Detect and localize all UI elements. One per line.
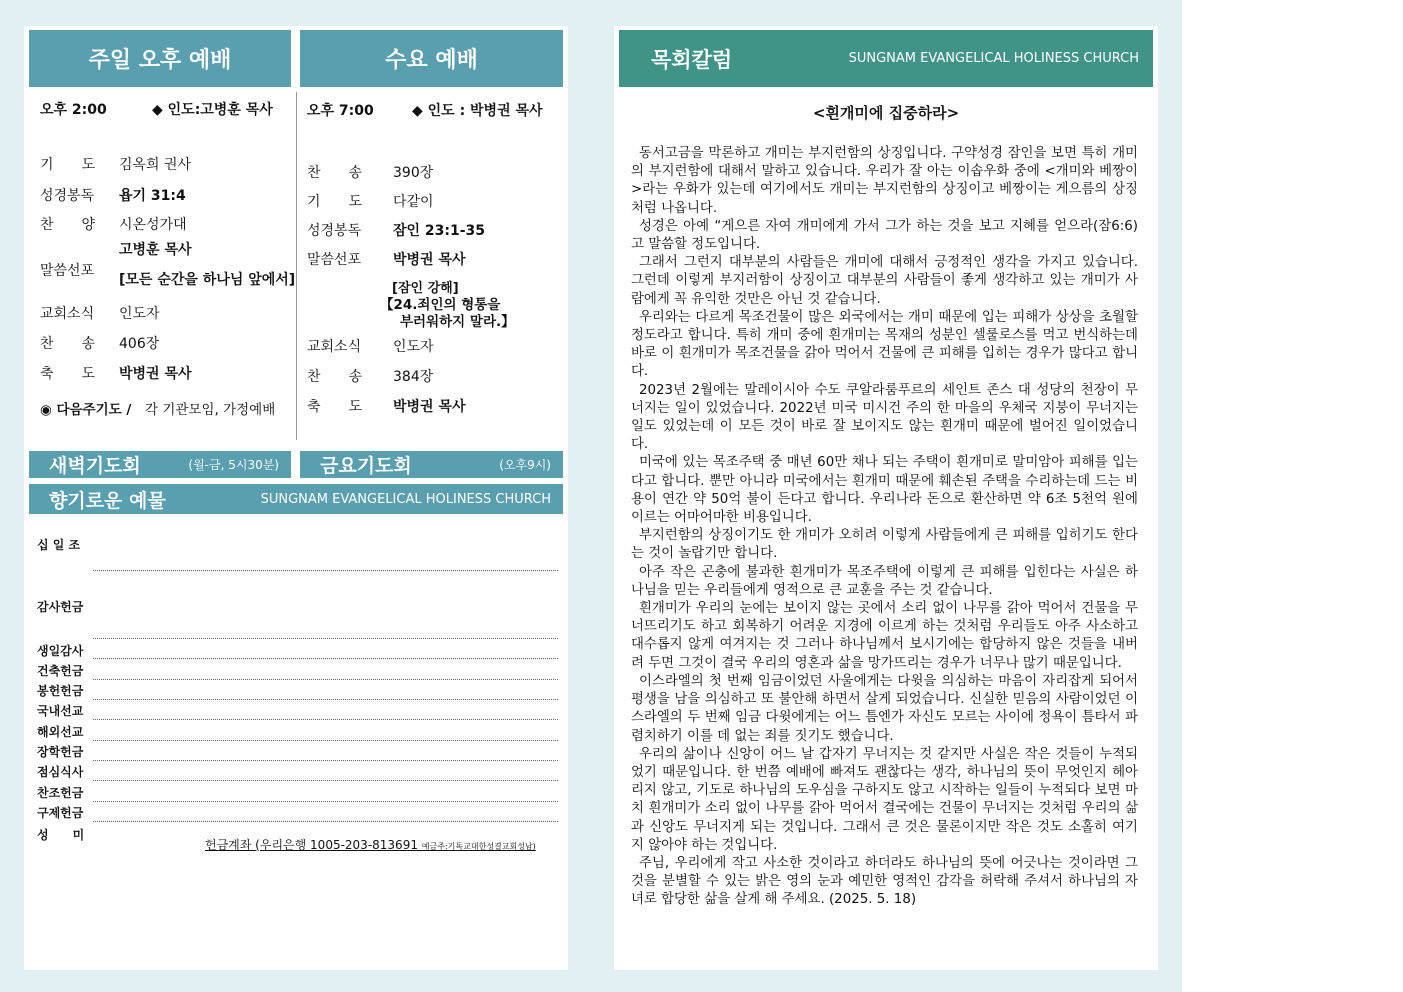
- column-header-bar: [619, 30, 1153, 87]
- sunday-value-reading: 욥기 31:4: [119, 188, 186, 204]
- sunday-label-benediction: 축 도: [40, 366, 96, 382]
- sunday-afternoon-header: 주일 오후 예배: [29, 30, 291, 87]
- sunday-label-praise: 찬 양: [40, 217, 96, 233]
- offering-line: [93, 638, 558, 639]
- sunday-value-benediction: 박병권 목사: [119, 366, 192, 382]
- offering-line: [93, 719, 558, 720]
- dawn-prayer-schedule: (월-금, 5시30분): [188, 458, 279, 472]
- column-paragraph: 우리의 삶이나 신앙이 어느 날 갑자기 무너지는 것 같지만 사실은 작은 것들이 누적되었기 때문입니다. 한 번쯤 예배에 빠져도 괜찮다는 생각, 하나님의 뜻이 무엇인지 헤아리지 않고, 기도로 하나님의 도우심을 구하지도 않고 시작하는 일들이 누적되다 보면 마치 흰개미가 소리 없이 나무를 갉아 먹어서 결국에는 건물이 무너지는 것처럼 우리의 삶과 신앙도 무너지게 되는 것입니다. 그래서 큰 것은 물론이지만 작은 것도 소홀히 여기지 않아야 하는 것입니다.: [631, 746, 1138, 853]
- offering-line: [93, 760, 558, 761]
- column-paragraph: 동서고금을 막론하고 개미는 부지런함의 상징입니다. 구약성경 잠인을 보면 특히 개미의 부지런함에 대해서 말하고 있습니다. 우리가 잘 아는 이솝우화 중에 <개미와 베짱이>라는 우화가 있는데 여기에서도 개미는 부지런함의 상징이고 베짱이는 게으름의 상징처럼 나옵니다.: [631, 146, 1138, 216]
- next-week-prayer-text: 각 기관모임, 가정예배: [145, 402, 276, 418]
- offering-title: 향기로운 예물: [49, 489, 166, 512]
- offering-birthday: 생일감사: [37, 644, 84, 658]
- dawn-prayer-title: 새벽기도회: [49, 455, 141, 477]
- column-paragraph: 미국에 있는 목조주택 중 매년 60만 채나 되는 주택이 흰개미로 말미암아 피해를 입는다고 합니다. 뿐만 아니라 미국에서는 흰개미 때문에 훼손된 주택을 수리하는데 드는 비용이 연간 약 50억 불이 든다고 합니다. 우리나라 돈으로 환산하면 약 6조 5천억 원에 이르는 어마어마한 비용입니다.: [631, 455, 1138, 526]
- wednesday-value-hymn1: 390장: [393, 165, 434, 181]
- wednesday-label-news: 교회소식: [307, 339, 362, 355]
- wednesday-sermon-series: [잠인 강해]: [392, 281, 459, 296]
- sunday-label-reading: 성경봉독: [40, 188, 95, 204]
- wednesday-value-hymn2: 384장: [393, 369, 434, 385]
- offering-building: 건축헌금: [37, 664, 84, 678]
- wednesday-leader: ◆ 인도 : 박병권 목사: [412, 103, 543, 119]
- wednesday-time: 오후 7:00: [307, 103, 374, 119]
- sunday-time: 오후 2:00: [40, 102, 107, 118]
- sunday-label-hymn: 찬 송: [40, 336, 96, 352]
- offering-dedication: 봉헌헌금: [37, 684, 84, 698]
- offering-line: [93, 780, 558, 781]
- column-paragraph: 아주 작은 곤충에 불과한 흰개미가 목조주택에 이렇게 큰 피해를 입힌다는 사실은 하나님을 믿는 우리들에게 영적으로 큰 교훈을 주는 것 같습니다.: [631, 564, 1138, 598]
- column-paragraph: 부지런함의 상징이기도 한 개미가 오히려 이렇게 사람들에게 큰 피해를 입히기도 한다는 것이 놀랍기만 합니다.: [631, 528, 1138, 562]
- wednesday-label-sermon: 말씀선포: [307, 252, 362, 268]
- sunday-value-praise: 시온성가대: [119, 217, 187, 233]
- column-paragraph: 성경은 아예 “게으른 자여 개미에게 가서 그가 하는 것을 보고 지혜를 얻으라(잠6:6)고 말씀할 정도입니다.: [631, 218, 1138, 253]
- sunday-value-prayer: 김옥희 권사: [119, 157, 192, 173]
- offering-account-number: 헌금계좌 (우리은행 1005-203-813691: [205, 838, 418, 852]
- offering-support: 찬조헌금: [37, 786, 84, 800]
- wednesday-label-hymn1: 찬 송: [307, 165, 363, 181]
- wednesday-value-prayer: 다같이: [393, 194, 434, 210]
- wednesday-sermon-title-line1: 【24.죄인의 형통을: [380, 297, 501, 313]
- offering-line: [93, 699, 558, 700]
- sunday-leader: ◆ 인도:고병훈 목사: [152, 102, 273, 118]
- offering-rice: 성 미: [37, 828, 85, 842]
- column-paragraph: 2023년 2월에는 말레이시아 수도 쿠알라룸푸르의 세인트 존스 대 성당의 천장이 무너지는 일이 있었습니다. 2022년 미국 미시건 주의 한 마을의 우체국 지붕이 무너지는 일도 있었는데 이 모든 것이 바로 잘 보이지도 않는 흰개미 때문에 벌어진 일이었습니다.: [631, 382, 1138, 453]
- column-church-name: SUNGNAM EVANGELICAL HOLINESS CHURCH: [848, 51, 1139, 66]
- offering-thanks: 감사헌금: [37, 600, 84, 614]
- column-paragraph: 주님, 우리에게 작고 사소한 것이라고 하더라도 하나님의 뜻에 어긋나는 것이라면 그것을 분별할 수 있는 밝은 영의 눈과 예민한 영적인 감각을 허락해 주셔서 하나님의 자녀로 합당한 삶을 살게 해 주세요. (2025. 5. 18): [631, 855, 1138, 908]
- wednesday-header: 수요 예배: [300, 30, 563, 87]
- offering-domestic-mission: 국내선교: [37, 704, 84, 718]
- sunday-value-news: 인도자: [119, 306, 160, 322]
- offering-line: [93, 821, 558, 822]
- friday-prayer-schedule: (오후9시): [499, 458, 551, 472]
- sunday-label-news: 교회소식: [40, 306, 95, 322]
- dawn-prayer-bar: [29, 451, 291, 478]
- wednesday-value-reading: 잠인 23:1-35: [393, 223, 486, 239]
- offering-scholarship: 장학헌금: [37, 745, 84, 759]
- wednesday-label-hymn2: 찬 송: [307, 369, 363, 385]
- wednesday-value-news: 인도자: [393, 339, 434, 355]
- offering-line: [93, 679, 558, 680]
- offering-line: [93, 801, 558, 802]
- offering-lunch: 점심식사: [37, 765, 84, 779]
- offering-church-name: SUNGNAM EVANGELICAL HOLINESS CHURCH: [260, 491, 551, 507]
- sunday-label-sermon: 말씀선포: [40, 263, 95, 279]
- wednesday-label-reading: 성경봉독: [307, 223, 362, 239]
- offering-line: [93, 570, 558, 571]
- sunday-value-preacher: 고병훈 목사: [119, 242, 192, 258]
- friday-prayer-bar: [300, 451, 563, 478]
- column-paragraph: 흰개미가 우리의 눈에는 보이지 않는 곳에서 소리 없이 나무를 갉아 먹어서 건물을 무너뜨리기도 하고 회복하기 어려운 지경에 이르게 하는 것처럼 우리들도 아주 사소하고 대수롭지 않게 여겨지는 것 그러나 하나님께서 보시기에는 합당하지 않은 것들을 내버려 두면 그것이 결국 우리의 영혼과 삶을 망가뜨리는 경우가 너무나 많기 때문입니다.: [631, 601, 1138, 671]
- next-week-prayer-label: ◉ 다음주기도 /: [40, 402, 132, 418]
- sunday-value-hymn: 406장: [119, 336, 160, 352]
- offering-overseas-mission: 해외선교: [37, 725, 84, 739]
- offering-tithe: 십 일 조: [37, 538, 81, 552]
- offering-line: [93, 658, 558, 659]
- column-title: <흰개미에 집중하라>: [812, 104, 960, 122]
- wednesday-value-preacher: 박병권 목사: [393, 252, 466, 268]
- friday-prayer-title: 금요기도회: [320, 455, 412, 477]
- offering-account-holder: 예금주:기독교대한성결교회성남): [421, 842, 536, 851]
- column-header-title: 목회칼럼: [651, 47, 733, 72]
- wednesday-label-prayer: 기 도: [307, 194, 363, 210]
- offering-bar: [29, 484, 563, 514]
- column-paragraph: 우리와는 다르게 목조건물이 많은 외국에서는 개미 때문에 입는 피해가 상상을 초월할 정도라고 합니다. 특히 개미 중에 흰개미는 목재의 성분인 셀룰로스를 먹고 번식하는데 바로 이 흰개미가 목조건물을 갉아 먹어서 건물에 큰 피해를 입히는 경우가 많다고 합니다.: [631, 309, 1138, 380]
- offering-line: [93, 740, 558, 741]
- column-divider: [296, 92, 297, 440]
- wednesday-value-benediction: 박병권 목사: [393, 399, 466, 415]
- wednesday-label-benediction: 축 도: [307, 399, 363, 415]
- offering-relief: 구제헌금: [37, 806, 84, 820]
- offering-account: [205, 836, 536, 853]
- column-paragraph: 그래서 그런지 대부분의 사람들은 개미에 대해서 긍정적인 생각을 가지고 있습니다. 그런데 이렇게 부지러함이 상징이고 대부분의 사람들이 좋게 생각하고 있는 개미가 사람에게 꼭 유익한 것만은 아닌 것 같습니다.: [631, 255, 1138, 307]
- sunday-sermon-title: [모든 순간을 하나님 앞에서]: [119, 272, 296, 288]
- wednesday-sermon-title-line2: 부러워하지 말라.】: [400, 314, 515, 330]
- column-body: [631, 145, 1138, 910]
- column-paragraph: 이스라엘의 첫 번째 임금이었던 사울에게는 다윗을 의심하는 마음이 자리잡게 되어서 평생을 남을 의심하고 또 불안해 하면서 살게 되었습니다. 신실한 믿음의 사람이었던 이스라엘의 두 번째 임금 다윗에게는 어느 틈엔가 자신도 모르는 사이에 정욕이 틈타서 파렴치하기 이를 데 없는 죄를 짓기도 했습니다.: [631, 673, 1138, 744]
- sunday-label-prayer: 기 도: [40, 157, 96, 173]
